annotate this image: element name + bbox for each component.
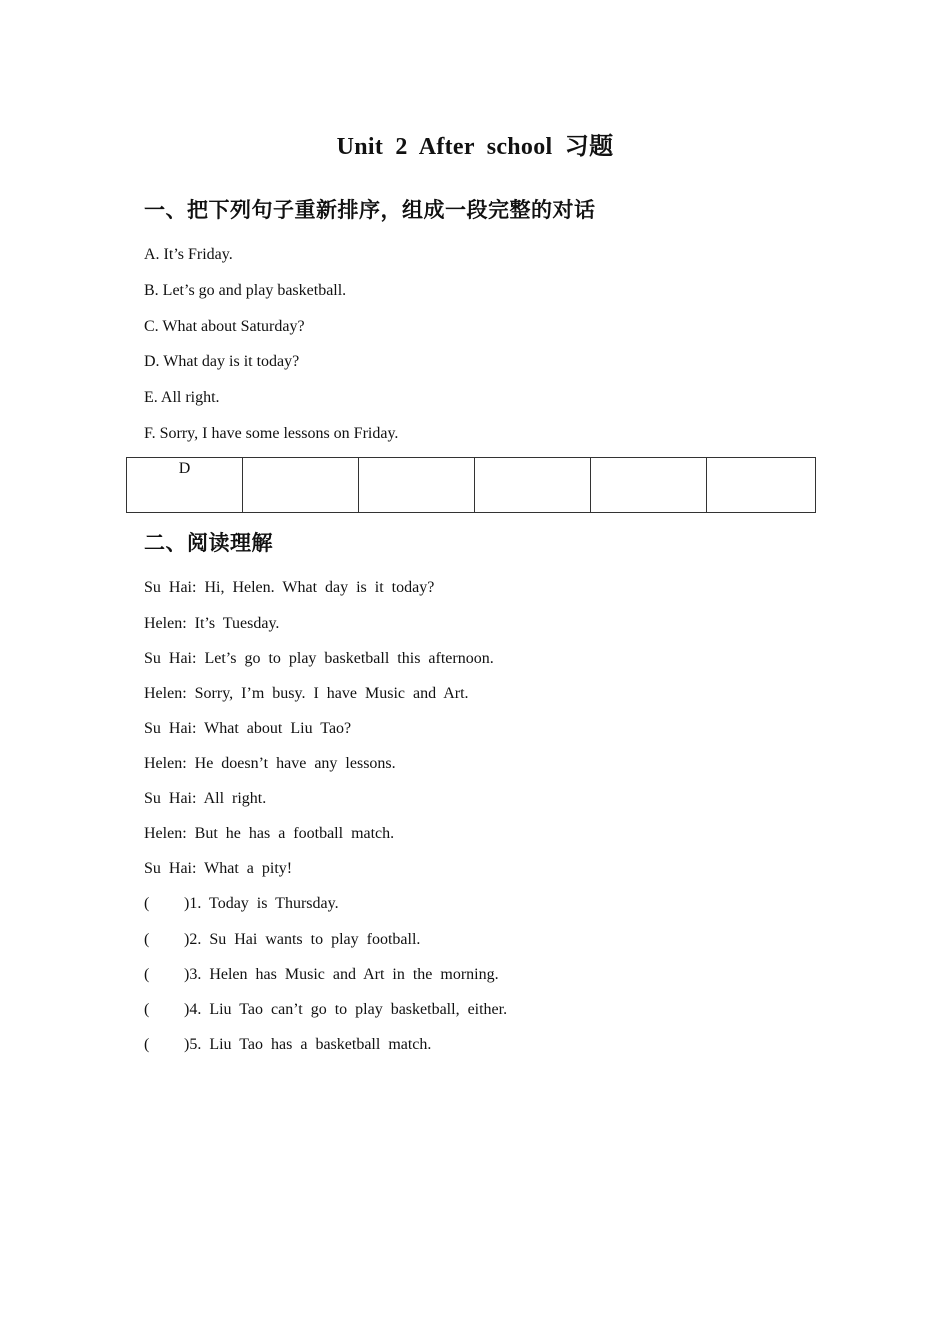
dialogue-line: Helen: He doesn’t have any lessons. bbox=[144, 755, 396, 772]
answer-cell-2[interactable] bbox=[243, 458, 359, 513]
dialogue-line: Helen: It’s Tuesday. bbox=[144, 615, 280, 632]
answer-cell-1[interactable]: D bbox=[127, 458, 243, 513]
answer-blank[interactable]: ( bbox=[144, 1001, 150, 1018]
answer-cell-6[interactable] bbox=[707, 458, 816, 513]
question-5 bbox=[144, 1036, 431, 1054]
answer-blank[interactable]: ( bbox=[144, 966, 150, 983]
question-4 bbox=[144, 1001, 507, 1019]
question-3 bbox=[144, 966, 499, 984]
sentence-a: A. It’s Friday. bbox=[144, 246, 233, 263]
question-text: )1. Today is Thursday. bbox=[184, 895, 339, 912]
dialogue-line: Su Hai: What about Liu Tao? bbox=[144, 720, 352, 737]
sentence-b: B. Let’s go and play basketball. bbox=[144, 282, 347, 299]
question-2 bbox=[144, 931, 420, 949]
sentence-d: D. What day is it today? bbox=[144, 353, 300, 370]
dialogue-line: Helen: Sorry, I’m busy. I have Music and Art. bbox=[144, 685, 469, 702]
sentence-e: E. All right. bbox=[144, 389, 220, 406]
answer-table bbox=[126, 457, 816, 513]
dialogue-line: Su Hai: What a pity! bbox=[144, 860, 293, 877]
dialogue-line: Helen: But he has a football match. bbox=[144, 825, 395, 842]
page-title: Unit 2 After school 习题 bbox=[336, 134, 614, 160]
section2-heading: 二、阅读理解 bbox=[144, 531, 273, 555]
answer-cell-4[interactable] bbox=[475, 458, 591, 513]
question-1 bbox=[144, 895, 339, 913]
answer-cell-3[interactable] bbox=[359, 458, 475, 513]
answer-blank[interactable]: ( bbox=[144, 1036, 150, 1053]
answer-row bbox=[127, 458, 816, 513]
question-text: )2. Su Hai wants to play football. bbox=[184, 931, 421, 948]
sentence-f: F. Sorry, I have some lessons on Friday. bbox=[144, 425, 399, 442]
question-text: )5. Liu Tao has a basketball match. bbox=[184, 1036, 432, 1053]
question-text: )3. Helen has Music and Art in the morning. bbox=[184, 966, 499, 983]
answer-cell-5[interactable] bbox=[591, 458, 707, 513]
answer-blank[interactable]: ( bbox=[144, 895, 150, 912]
sentence-c: C. What about Saturday? bbox=[144, 318, 305, 335]
answer-blank[interactable]: ( bbox=[144, 931, 150, 948]
dialogue-line: Su Hai: All right. bbox=[144, 790, 267, 807]
section1-heading: 一、把下列句子重新排序，组成一段完整的对话 bbox=[144, 198, 596, 222]
question-text: )4. Liu Tao can’t go to play basketball, either. bbox=[184, 1001, 508, 1018]
dialogue-line: Su Hai: Let’s go to play basketball this afternoon. bbox=[144, 650, 494, 667]
dialogue-line: Su Hai: Hi, Helen. What day is it today? bbox=[144, 579, 435, 596]
